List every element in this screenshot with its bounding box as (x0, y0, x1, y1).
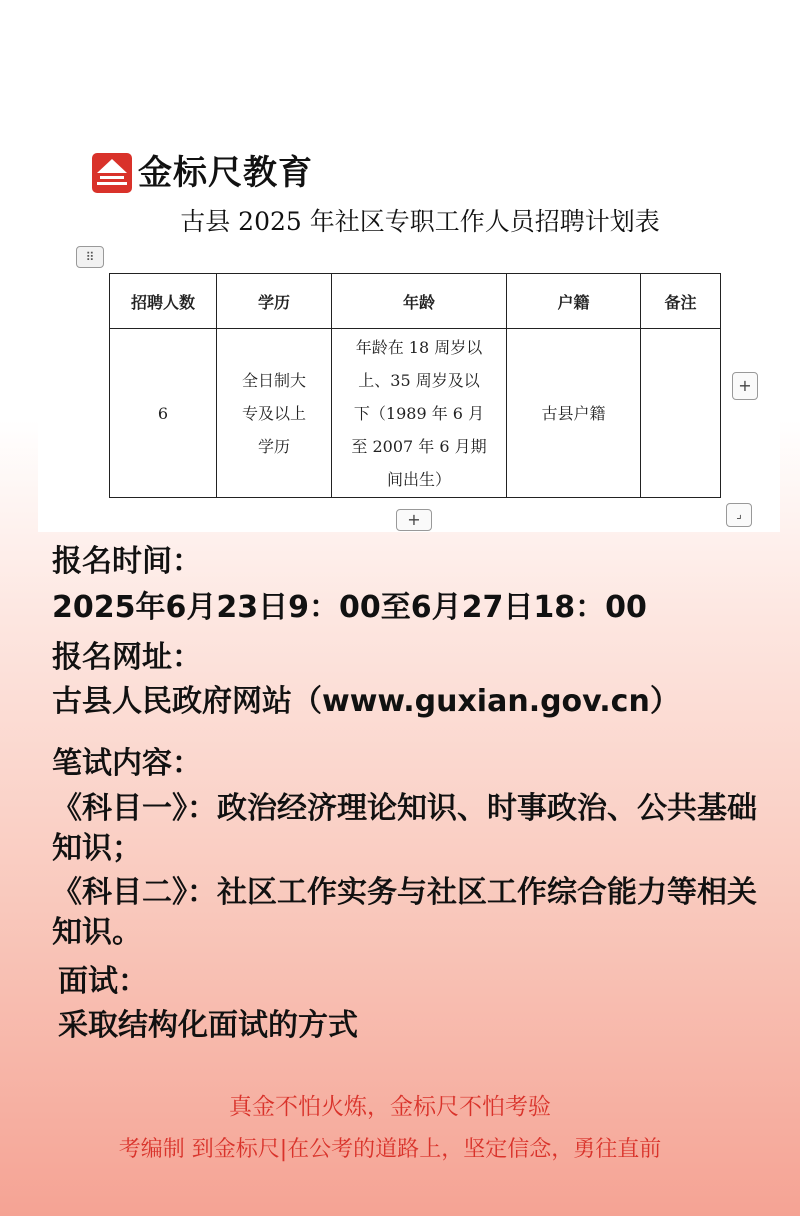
cell-household: 古县户籍 (507, 329, 641, 498)
cell-age (332, 329, 507, 498)
registration-site-label: 报名网址： (52, 640, 202, 675)
registration-time-value: 2025年6月23日9：00至6月27日18：00 (52, 590, 647, 625)
header-age: 年龄 (332, 274, 507, 329)
cell-education-text: 全日制大 专及以上 学历 (241, 370, 306, 456)
header-household: 户籍 (507, 274, 641, 329)
cell-age-text: 年龄在 18 周岁以 上、35 周岁及以 下（1989 年 6 月 至 2007 年 6 月期 间出生） (351, 337, 487, 489)
header-count: 招聘人数 (110, 274, 217, 329)
interview-label: 面试： (58, 964, 148, 999)
table-header-row (110, 274, 721, 329)
table-row (110, 329, 721, 498)
registration-time-label: 报名时间： (52, 544, 202, 579)
interview-value: 采取结构化面试的方式 (58, 1008, 358, 1043)
slogan-line-2: 考编制 到金标尺|在公考的道路上，坚定信念，勇往直前 (118, 1137, 662, 1162)
table-resize-handle[interactable]: ⌟ (726, 503, 752, 527)
written-exam-label: 笔试内容： (52, 746, 202, 781)
slogan-line-1: 真金不怕火炼，金标尺不怕考验 (229, 1094, 551, 1120)
logo-icon (92, 153, 132, 193)
cell-remark (641, 329, 721, 498)
table-drag-handle[interactable]: ⠿ (76, 246, 104, 268)
written-exam-subject-2: 《科目二》：社区工作实务与社区工作综合能力等相关知识。 (52, 875, 757, 950)
cell-education (217, 329, 332, 498)
add-column-button[interactable]: + (732, 372, 758, 400)
logo-text: 金标尺教育 (138, 153, 313, 193)
header-education: 学历 (217, 274, 332, 329)
written-exam-subject-1: 《科目一》：政治经济理论知识、时事政治、公共基础知识； (52, 791, 757, 866)
brand-logo (92, 152, 313, 194)
add-row-button[interactable]: + (396, 509, 432, 531)
header-remark: 备注 (641, 274, 721, 329)
recruitment-plan-table (109, 273, 721, 498)
registration-site-value: 古县人民政府网站（www.guxian.gov.cn） (52, 684, 680, 719)
cell-count: 6 (110, 329, 217, 498)
document-title: 古县 2025 年社区专职工作人员招聘计划表 (180, 207, 660, 236)
